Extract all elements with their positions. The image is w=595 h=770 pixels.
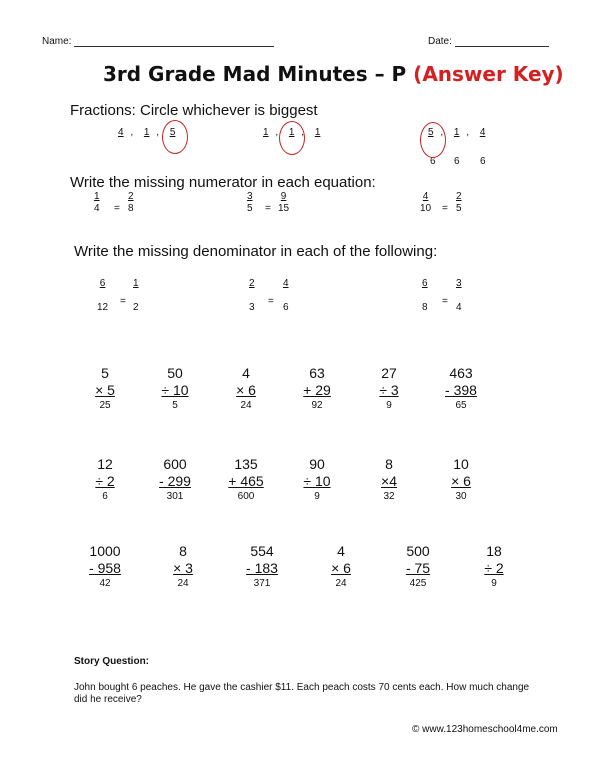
- problem-operation: ÷ 3: [379, 382, 399, 398]
- problem-operation: ×4: [381, 473, 397, 489]
- fraction-right: [133, 272, 139, 320]
- fraction-left: [420, 191, 431, 215]
- fraction-left: [422, 272, 428, 320]
- problem-answer: 42: [99, 578, 111, 589]
- problem-top-number: 50: [167, 365, 183, 381]
- math-problem: [78, 456, 132, 504]
- numerator: 2: [128, 191, 134, 202]
- equals-sign: =: [120, 296, 126, 307]
- problem-answer: 600: [237, 491, 255, 502]
- problem-top-number: 4: [242, 365, 250, 381]
- fractions-heading: Fractions: Circle whichever is biggest: [70, 102, 318, 119]
- denominator-heading: Write the missing denominator in each of the following:: [74, 243, 438, 260]
- fraction-item: 1: [143, 127, 150, 138]
- numerator: 6: [422, 278, 428, 289]
- story-text-continued: did he receive?: [74, 694, 142, 705]
- fraction-item: 5: [169, 127, 176, 138]
- denominator: 8: [422, 302, 428, 313]
- math-problem: [290, 456, 344, 504]
- numerator: 9: [280, 191, 287, 202]
- equals-sign: =: [114, 203, 120, 214]
- fraction-left: [249, 272, 255, 320]
- math-problem: [219, 456, 273, 504]
- equals-sign: =: [442, 203, 448, 214]
- math-problem: [78, 365, 132, 413]
- equals-sign: =: [268, 296, 274, 307]
- problem-answer: 9: [491, 578, 497, 589]
- fraction-item: 4: [118, 127, 124, 138]
- problem-top-number: 90: [309, 456, 325, 472]
- problem-answer: 24: [335, 578, 347, 589]
- name-line: [74, 36, 274, 47]
- math-problem: [434, 365, 488, 413]
- comma: ,: [275, 127, 279, 138]
- fraction-right: [456, 272, 462, 320]
- fraction-left: [97, 272, 108, 320]
- problem-operation: + 465: [228, 473, 264, 489]
- numerator: 4: [283, 278, 289, 289]
- problem-top-number: 135: [234, 456, 258, 472]
- problem-operation: ÷ 10: [303, 473, 331, 489]
- problem-answer: 24: [177, 578, 189, 589]
- fraction-item: 4: [479, 127, 486, 138]
- problem-answer: 92: [311, 400, 323, 411]
- footer-copyright: © www.123homeschool4me.com: [412, 724, 558, 735]
- math-problem: [156, 543, 210, 591]
- numerator: 1: [94, 191, 100, 202]
- fraction-left: [94, 191, 100, 215]
- name-label: Name:: [42, 36, 72, 47]
- problem-top-number: 554: [250, 543, 274, 559]
- problem-top-number: 12: [97, 456, 113, 472]
- problem-top-number: 463: [449, 365, 473, 381]
- denominator: 2: [133, 302, 139, 313]
- problem-operation: - 958: [89, 560, 121, 576]
- answer-circle: [162, 120, 188, 154]
- story-text: John bought 6 peaches. He gave the cashier $11. Each peach costs 70 cents each. How much change: [74, 682, 530, 693]
- problem-operation: + 29: [303, 382, 331, 398]
- math-problem: [78, 543, 132, 591]
- problem-top-number: 500: [406, 543, 430, 559]
- denominator: 8: [128, 203, 134, 214]
- problem-top-number: 4: [337, 543, 345, 559]
- problem-top-number: 5: [101, 365, 109, 381]
- denominator: 4: [94, 203, 100, 214]
- numerator-heading: Write the missing numerator in each equation:: [70, 174, 376, 191]
- problem-answer: 9: [314, 491, 320, 502]
- math-problem: [235, 543, 289, 591]
- answer-circle: [279, 121, 305, 155]
- problem-answer: 25: [99, 400, 111, 411]
- title-answer-key: (Answer Key): [413, 62, 564, 86]
- problem-answer: 6: [102, 491, 108, 502]
- math-problem: [362, 456, 416, 504]
- problem-top-number: 63: [309, 365, 325, 381]
- denominator: 15: [278, 203, 290, 214]
- equals-sign: =: [265, 203, 271, 214]
- date-field: [428, 36, 549, 47]
- problem-top-number: 1000: [89, 543, 121, 559]
- numerator: 6: [99, 278, 106, 289]
- problem-operation: ÷ 10: [161, 382, 189, 398]
- problem-operation: ÷ 2: [95, 473, 115, 489]
- math-problem: [434, 456, 488, 504]
- math-problem: [148, 456, 202, 504]
- problem-answer: 9: [386, 400, 392, 411]
- math-problem: [290, 365, 344, 413]
- story-heading: Story Question:: [74, 656, 150, 667]
- problem-operation: × 3: [173, 560, 193, 576]
- problem-answer: 32: [383, 491, 395, 502]
- problem-operation: - 398: [445, 382, 477, 398]
- comma: ,: [440, 127, 444, 138]
- problem-answer: 30: [455, 491, 467, 502]
- fraction-item: 1: [263, 127, 269, 138]
- problem-operation: ÷ 2: [484, 560, 504, 576]
- denominator: 10: [420, 203, 432, 214]
- math-problem: [314, 543, 368, 591]
- math-problem: [148, 365, 202, 413]
- problem-operation: × 5: [95, 382, 115, 398]
- denominator: 6: [430, 156, 436, 167]
- denominator: 5: [247, 203, 253, 214]
- denominator: 6: [480, 156, 486, 167]
- fraction-right: [456, 191, 462, 215]
- numerator: 4: [422, 191, 429, 202]
- fraction-item: 1: [288, 127, 295, 138]
- problem-top-number: 600: [163, 456, 187, 472]
- denominator: 12: [97, 302, 109, 313]
- numerator: 1: [133, 278, 139, 289]
- fraction-item: 5: [428, 127, 434, 138]
- numerator: 2: [249, 278, 255, 289]
- fraction-left: [247, 191, 253, 215]
- date-label: Date:: [428, 36, 452, 47]
- problem-top-number: 8: [179, 543, 187, 559]
- problem-operation: × 6: [236, 382, 256, 398]
- equals-sign: =: [442, 296, 448, 307]
- fraction-item: 1: [453, 127, 460, 138]
- denominator: 6: [454, 156, 460, 167]
- numerator: 2: [456, 191, 462, 202]
- comma: ,: [466, 127, 470, 138]
- fraction-right: [283, 272, 289, 320]
- denominator: 5: [456, 203, 462, 214]
- problem-answer: 5: [172, 400, 178, 411]
- answer-circle: [420, 122, 446, 158]
- problem-top-number: 18: [486, 543, 502, 559]
- problem-operation: - 183: [246, 560, 278, 576]
- problem-answer: 301: [166, 491, 184, 502]
- comma: ,: [156, 127, 160, 138]
- date-line: [455, 36, 549, 47]
- fraction-right: [278, 191, 289, 215]
- problem-answer: 24: [240, 400, 252, 411]
- problem-operation: × 6: [331, 560, 351, 576]
- title-main: 3rd Grade Mad Minutes – P: [103, 62, 407, 86]
- denominator: 6: [283, 302, 289, 313]
- problem-answer: 425: [409, 578, 427, 589]
- problem-top-number: 27: [381, 365, 397, 381]
- problem-operation: - 299: [159, 473, 191, 489]
- fraction-item: 1: [314, 127, 321, 138]
- math-problem: [219, 365, 273, 413]
- math-problem: [391, 543, 445, 591]
- name-field: [42, 36, 274, 47]
- problem-top-number: 10: [453, 456, 469, 472]
- numerator: 3: [456, 278, 462, 289]
- math-problem: [467, 543, 521, 591]
- page-title: [103, 62, 564, 86]
- problem-operation: - 75: [405, 560, 431, 576]
- problem-operation: × 6: [451, 473, 471, 489]
- math-problem: [362, 365, 416, 413]
- fraction-right: [128, 191, 134, 215]
- denominator: 3: [249, 302, 255, 313]
- comma: ,: [301, 127, 305, 138]
- denominator: 4: [456, 302, 462, 313]
- problem-answer: 65: [455, 400, 467, 411]
- numerator: 3: [247, 191, 253, 202]
- problem-answer: 371: [253, 578, 271, 589]
- problem-top-number: 8: [385, 456, 393, 472]
- comma: ,: [130, 127, 134, 138]
